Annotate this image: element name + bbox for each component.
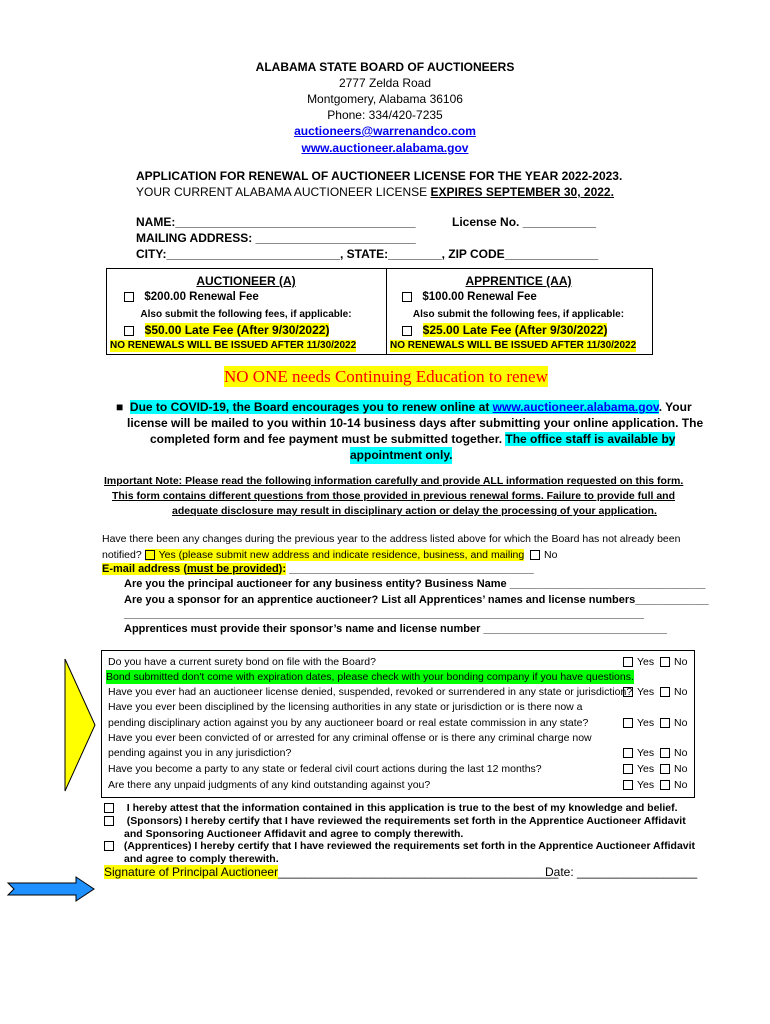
application-title: APPLICATION FOR RENEWAL OF AUCTIONEER LICENSE FOR THE YEAR 2022-2023.: [136, 169, 623, 183]
q-disciplined-2: pending disciplinary action against you by any auctioneer board or real estate commission in any state?: [108, 717, 589, 729]
signature-field[interactable]: Signature of Principal Auctioneer__________________________________________: [104, 865, 559, 879]
auctioneer-late-fee[interactable]: $50.00 Late Fee (After 9/30/2022): [124, 323, 329, 337]
yes-checkbox[interactable]: [145, 550, 155, 560]
ce-notice: NO ONE needs Continuing Education to renew: [224, 367, 548, 386]
apprentice-warning: NO RENEWALS WILL BE ISSUED AFTER 11/30/2022: [390, 340, 637, 351]
covid-line-4: appointment only.: [350, 448, 453, 462]
q-civil-yes-no[interactable]: Yes No: [623, 762, 687, 776]
auctioneer-title: AUCTIONEER (A): [196, 274, 296, 288]
q-surety-bond: Do you have a current surety bond on file with the Board?: [108, 656, 376, 668]
expiry-line: YOUR CURRENT ALABAMA AUCTIONEER LICENSE EXPIRES SEPTEMBER 30, 2022.: [136, 185, 614, 199]
blue-arrow-icon: [6, 876, 96, 902]
attest-truth[interactable]: I hereby attest that the information contained in this application is true to the best of my knowledge and belief.: [104, 802, 678, 815]
website-link[interactable]: www.auctioneer.alabama.gov: [301, 141, 469, 155]
important-note-2: This form contains different questions from those provided in previous renewal forms. Failure to provide full and: [112, 490, 675, 502]
q-civil-court: Have you become a party to any state or federal civil court actions during the last 12 months?: [108, 763, 542, 775]
q-judgments-yes-no[interactable]: Yes No: [623, 778, 687, 792]
q-surety-note: Bond submitted don't come with expiration dates, please check with your bonding company if you have questions.: [106, 671, 634, 683]
q-criminal-1: Have you ever been convicted of or arrested for any criminal offense or is there any criminal charge now: [108, 732, 592, 744]
apprentice-title: APPRENTICE (AA): [465, 274, 572, 288]
q-disciplined-1: Have you ever been disciplined by the licensing authorities in any state or jurisdiction or is there now a: [108, 701, 583, 713]
attest-sponsors-2: and Sponsoring Auctioneer Affidavit and agree to comply therewith.: [124, 828, 464, 840]
email-link[interactable]: auctioneers@warrenandco.com: [294, 124, 476, 138]
checkbox[interactable]: [124, 292, 134, 302]
q-judgments: Are there any unpaid judgments of any kind outstanding against you?: [108, 779, 431, 791]
no-checkbox[interactable]: [530, 550, 540, 560]
auctioneer-warning: NO RENEWALS WILL BE ISSUED AFTER 11/30/2022: [110, 340, 357, 351]
online-renewal-link[interactable]: www.auctioneer.alabama.gov: [492, 400, 659, 414]
q-surety-yes-no[interactable]: Yes No: [623, 655, 687, 669]
q-criminal-yes-no[interactable]: Yes No: [623, 746, 687, 760]
sponsor-question[interactable]: Are you a sponsor for an apprentice auctioneer? List all Apprentices’ names and license numbers____________: [124, 594, 709, 606]
attest-sponsors[interactable]: (Sponsors) I hereby certify that I have reviewed the requirements set forth in the Apprentice Auctioneer Affidavit: [104, 815, 686, 828]
q-disciplined-yes-no[interactable]: Yes No: [623, 716, 687, 730]
mailing-address-field[interactable]: MAILING ADDRESS: ________________________: [136, 231, 416, 245]
apprentice-also-note: Also submit the following fees, if applicable:: [412, 309, 625, 320]
address-change-options: notified? Yes (please submit new address and indicate residence, business, and mailing No: [102, 549, 558, 561]
license-field[interactable]: License No. ___________: [452, 215, 597, 229]
apprentice-late-fee[interactable]: $25.00 Late Fee (After 9/30/2022): [402, 323, 607, 337]
q-criminal-2: pending against you in any jurisdiction?: [108, 747, 292, 759]
address-line-2: Montgomery, Alabama 36106: [307, 92, 463, 106]
apprentice-renewal[interactable]: $100.00 Renewal Fee: [402, 291, 537, 303]
date-field[interactable]: Date: __________________: [545, 865, 698, 879]
board-name: ALABAMA STATE BOARD OF AUCTIONEERS: [255, 60, 515, 74]
attest-apprentices-2: and agree to comply therewith.: [124, 853, 279, 865]
covid-line-2: license will be mailed to you within 10-14 business days after submitting your online application. The: [127, 416, 704, 430]
checkbox[interactable]: [402, 292, 412, 302]
auctioneer-also-note: Also submit the following fees, if applicable:: [140, 309, 352, 320]
principal-question[interactable]: Are you the principal auctioneer for any business entity? Business Name ________________________________: [124, 578, 706, 590]
important-note-3: adequate disclosure may result in disciplinary action or delay the processing of your application.: [172, 505, 657, 517]
attest-apprentices[interactable]: (Apprentices) I hereby certify that I have reviewed the requirements set forth in the Apprentice Auctioneer Affidavit: [104, 840, 695, 853]
phone: Phone: 334/420-7235: [327, 108, 443, 122]
q-denied-yes-no[interactable]: Yes No: [623, 685, 687, 699]
name-field[interactable]: NAME:____________________________________: [136, 215, 416, 229]
auctioneer-renewal[interactable]: $200.00 Renewal Fee: [124, 291, 259, 303]
q-license-denied: Have you ever had an auctioneer license denied, suspended, revoked or surrendered in any state or jurisdiction?: [108, 686, 633, 698]
apprentice-question[interactable]: Apprentices must provide their sponsor’s name and license number ______________________________: [124, 623, 667, 635]
city-state-zip-field[interactable]: CITY:__________________________, STATE:________, ZIP CODE______________: [136, 247, 599, 261]
covid-line-1: ■ Due to COVID-19, the Board encourages you to renew online at www.auctioneer.alabama.gov. Your: [116, 400, 692, 414]
sponsor-blank[interactable]: _____________________________________________________________________________________: [124, 608, 645, 620]
email-address-field[interactable]: E-mail address (must be provided): ________________________________________: [102, 563, 534, 575]
important-note-1: Important Note: Please read the following information carefully and provide ALL information requested on this form.: [104, 475, 684, 487]
address-change-question: Have there been any changes during the previous year to the address listed above for which the Board has not already been: [102, 533, 681, 545]
checkbox[interactable]: [402, 326, 412, 336]
yellow-arrow-icon: [62, 655, 98, 795]
address-line-1: 2777 Zelda Road: [338, 76, 432, 90]
covid-line-3: completed form and fee payment must be submitted together. The office staff is available by: [150, 432, 676, 446]
checkbox[interactable]: [124, 326, 134, 336]
